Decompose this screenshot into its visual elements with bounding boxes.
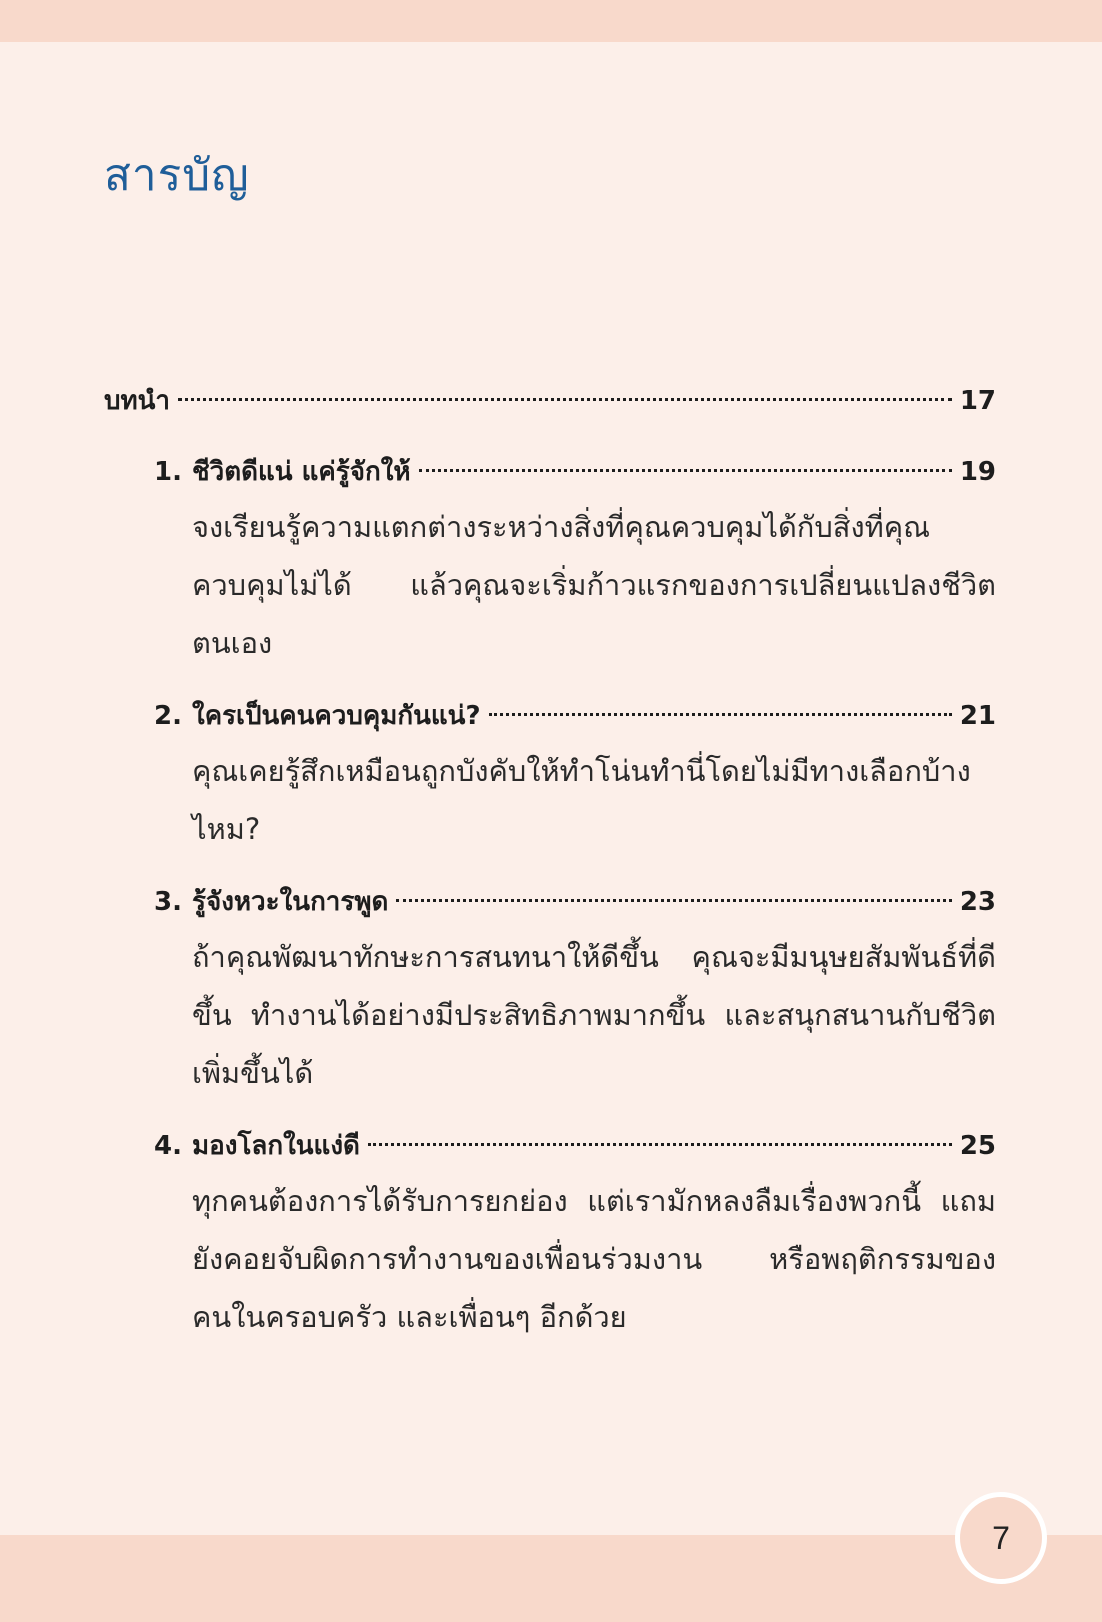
- entry-page: 23: [959, 887, 996, 917]
- entry-description: ถ้าคุณพัฒนาทักษะการสนทนาให้ดีขึ้น คุณจะมีมนุษยสัมพันธ์ที่ดีขึ้น ทำงานได้อย่างมีประสิทธิภาพมากขึ้น และสนุกสนานกับชีวิตเพิ่มขึ้นได้: [192, 940, 996, 1090]
- entry-title: มองโลกในแง่ดี: [192, 1131, 360, 1161]
- entry-title: ชีวิตดีแน่ แค่รู้จักให้: [192, 457, 411, 487]
- entry-number: 3.: [154, 887, 182, 917]
- dot-leader: [419, 469, 952, 472]
- entry-page: 21: [959, 701, 996, 731]
- entry-title: ใครเป็นคนควบคุมกันแน่?: [192, 701, 481, 731]
- dot-leader: [396, 899, 951, 902]
- bottom-band: [0, 1535, 1102, 1622]
- table-of-contents: [104, 376, 996, 1346]
- toc-entry-3: [154, 876, 996, 1102]
- entry-description: คุณเคยรู้สึกเหมือนถูกบังคับให้ทำโน่นทำนี่โดยไม่มีทางเลือกบ้างไหม?: [192, 754, 971, 846]
- toc-intro-row[interactable]: [104, 376, 996, 426]
- toc-entry-heading[interactable]: [154, 876, 996, 928]
- entry-page: 19: [959, 457, 996, 487]
- toc-entry-heading[interactable]: [154, 690, 996, 742]
- toc-entry-4: [154, 1120, 996, 1346]
- dot-leader: [489, 713, 952, 716]
- entry-title: รู้จังหวะในการพูด: [192, 887, 389, 917]
- toc-intro-page: 17: [959, 386, 996, 416]
- dot-leader: [368, 1143, 952, 1146]
- entry-description: ทุกคนต้องการได้รับการยกย่อง แต่เรามักหลงลืมเรื่องพวกนี้ แถมยังคอยจับผิดการทำงานของเพื่อนร่วมงาน หรือพฤติกรรมของคนในครอบครัว และเพื่อนๆ อีกด้วย: [192, 1184, 996, 1334]
- toc-intro-title: บทนำ: [104, 386, 171, 416]
- page-title: สารบัญ: [104, 150, 250, 201]
- entry-number: 1.: [154, 457, 182, 487]
- toc-entry-heading[interactable]: [154, 446, 996, 498]
- page-number-badge: [955, 1492, 1047, 1584]
- toc-entry-2: [154, 690, 996, 858]
- toc-entry-1: [154, 446, 996, 672]
- entry-page: 25: [959, 1131, 996, 1161]
- toc-entry-heading[interactable]: [154, 1120, 996, 1172]
- page-number: 7: [992, 1519, 1010, 1556]
- entry-description: จงเรียนรู้ความแตกต่างระหว่างสิ่งที่คุณควบคุมได้กับสิ่งที่คุณควบคุมไม่ได้ แล้วคุณจะเริ่มก้าวแรกของการเปลี่ยนแปลงชีวิตตนเอง: [192, 510, 996, 660]
- entry-number: 2.: [154, 701, 182, 731]
- entry-number: 4.: [154, 1131, 182, 1161]
- dot-leader: [178, 398, 952, 401]
- top-band: [0, 0, 1102, 42]
